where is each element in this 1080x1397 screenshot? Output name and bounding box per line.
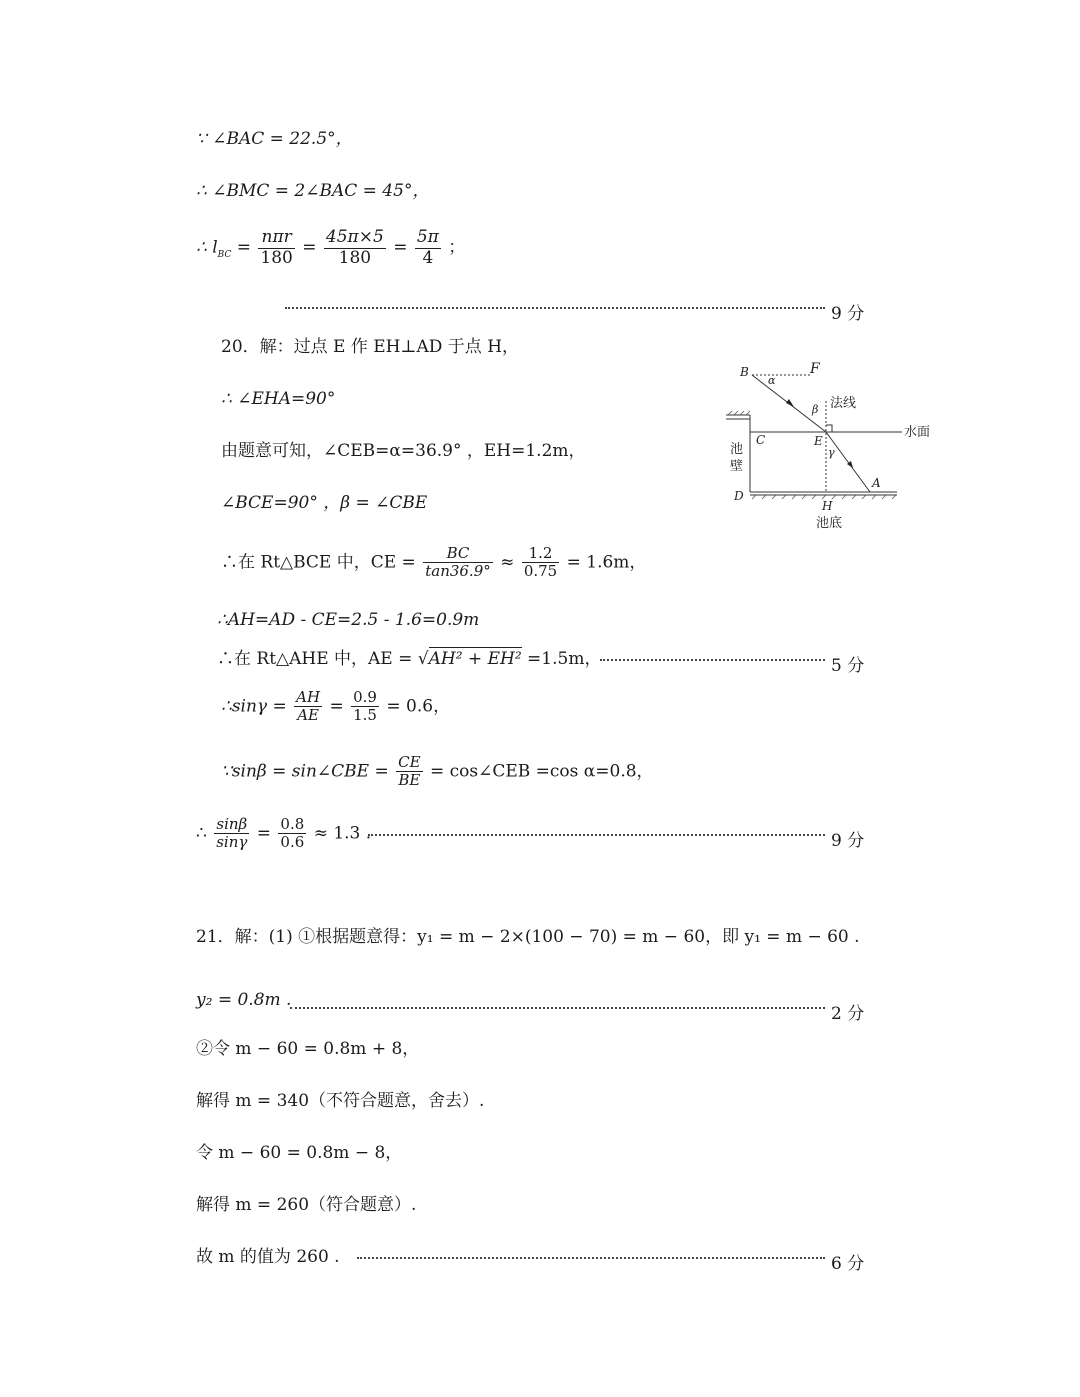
- label-normal: 法线: [830, 396, 857, 411]
- refracted-ray: [826, 432, 870, 492]
- score-9-s20: 9 分: [831, 831, 865, 851]
- fraction-bc-tan: $\frac{BC}{\tan 36.9^\circ}$: [425, 544, 491, 581]
- line-conclusion: 故 m 的值为 260 .: [196, 1247, 340, 1267]
- q21-heading: 21．解：(1) ①根据题意得：y₁ = m − 2×(100 − 70) = m − 60，即 y₁ = m − 60 .: [196, 927, 860, 947]
- label-d: D: [734, 489, 744, 503]
- fraction-45pi: $\frac{45\pi\times 5}{180}$: [325, 227, 384, 268]
- fraction-5pi-4: $\frac{5\pi}{4}$: [416, 227, 439, 268]
- arc-length-symbol: ∴ l: [196, 237, 218, 258]
- line-angle-bac: ∵ ∠BAC = 22.5°，: [196, 129, 353, 149]
- score-2-s21: 2 分: [831, 1004, 865, 1024]
- line-ce: ∴在 Rt△BCE 中，CE = $\frac{BC}{\tan 36.9^\circ}$ ≈ $\frac{1.2}{0.75}$ = 1.6m，: [221, 544, 647, 581]
- label-f: F: [810, 361, 820, 377]
- label-c: C: [756, 433, 766, 447]
- arrow-incident: [786, 399, 794, 407]
- line-angle-eha: ∴ ∠EHA=90°: [221, 389, 336, 409]
- label-alpha: α: [768, 374, 776, 387]
- line-given: 由题意可知，∠CEB=α=36.9° ，EH=1.2m，: [221, 441, 586, 461]
- line-angle-bmc: ∴ ∠BMC = 2∠BAC = 45°，: [196, 181, 430, 201]
- label-b: B: [740, 365, 749, 379]
- score-leader-dots: [368, 834, 825, 836]
- label-h: H: [822, 499, 833, 513]
- label-water: 水面: [904, 425, 931, 440]
- score-5-s20: 5 分: [831, 656, 865, 676]
- right-angle-mark: [826, 425, 832, 432]
- pool-diagram: [722, 357, 942, 537]
- fraction-ce-be: $\frac{CE}{BE}$: [398, 753, 421, 790]
- line-ah: ∴AH=AD - CE=2.5 - 1.6=0.9m: [217, 610, 480, 630]
- line-arc-length: ∴ $l_{BC}$ = $\frac{\text{nπr}}{180}$ = $\frac{45\pi\times 5}{180}$ = $\frac{5\pi}{4}$ ；: [196, 227, 466, 268]
- score-leader-dots: [357, 1257, 825, 1259]
- fraction-0.9-1.5: $\frac{0.9}{1.5}$: [353, 688, 377, 725]
- score-leader-dots: [600, 659, 825, 661]
- score-leader-dots: [290, 1007, 825, 1009]
- line-y2: y₂ = 0.8m .: [196, 990, 292, 1010]
- fraction-ah-ae: $\frac{AH}{AE}$: [296, 688, 321, 725]
- fraction-0.8-0.6: $\frac{0.8}{0.6}$: [280, 815, 305, 852]
- label-beta: β: [812, 403, 819, 416]
- score-9-s19: 9 分: [831, 304, 865, 324]
- fraction-1.2-0.75: $\frac{1.2}{0.75}$: [523, 544, 558, 581]
- arc-subscript: BC: [217, 249, 232, 260]
- line-solve-2: 解得 m = 260（符合题意）.: [196, 1195, 417, 1215]
- label-bottom: 池底: [816, 516, 843, 531]
- score-leader-dots: [285, 307, 825, 309]
- line-eq-2: 令 m − 60 = 0.8m − 8，: [196, 1143, 403, 1163]
- label-wall-1: 池: [730, 442, 744, 457]
- radicand: AH² + EH²: [428, 649, 522, 669]
- label-a: A: [872, 476, 881, 490]
- line-solve-1: 解得 m = 340（不符合题意，舍去）.: [196, 1091, 485, 1111]
- line-sin-gamma: ∴sinγ = $\frac{AH}{AE}$ = $\frac{0.9}{1.5}$ = 0.6，: [221, 688, 451, 725]
- score-6-s21: 6 分: [831, 1254, 865, 1274]
- line-angle-bce: ∠BCE=90° ，β = ∠CBE: [221, 493, 428, 513]
- line-eq-1: ②令 m − 60 = 0.8m + 8，: [196, 1039, 420, 1059]
- line-ratio: ∴ $\frac{\sin\beta}{\sin\gamma}$ = $\frac{0.8}{0.6}$ ≈ 1.3 .: [196, 815, 372, 852]
- label-gamma: γ: [828, 446, 835, 459]
- label-wall-2: 壁: [730, 459, 744, 474]
- fraction-sinb-sing: $\frac{\sin\beta}{\sin\gamma}$: [216, 815, 248, 852]
- line-sin-beta: ∵sinβ = sin∠CBE = $\frac{CE}{BE}$ = cos∠CEB =cos α=0.8，: [221, 753, 654, 790]
- label-e: E: [814, 434, 823, 448]
- q20-heading: 20．解：过点 E 作 EH⊥AD 于点 H，: [221, 337, 520, 357]
- line-ae: ∴在 Rt△AHE 中，AE = √AH² + EH² =1.5m，: [217, 649, 602, 669]
- fraction-n-pi-r: $\frac{\text{nπr}}{180}$: [260, 227, 293, 268]
